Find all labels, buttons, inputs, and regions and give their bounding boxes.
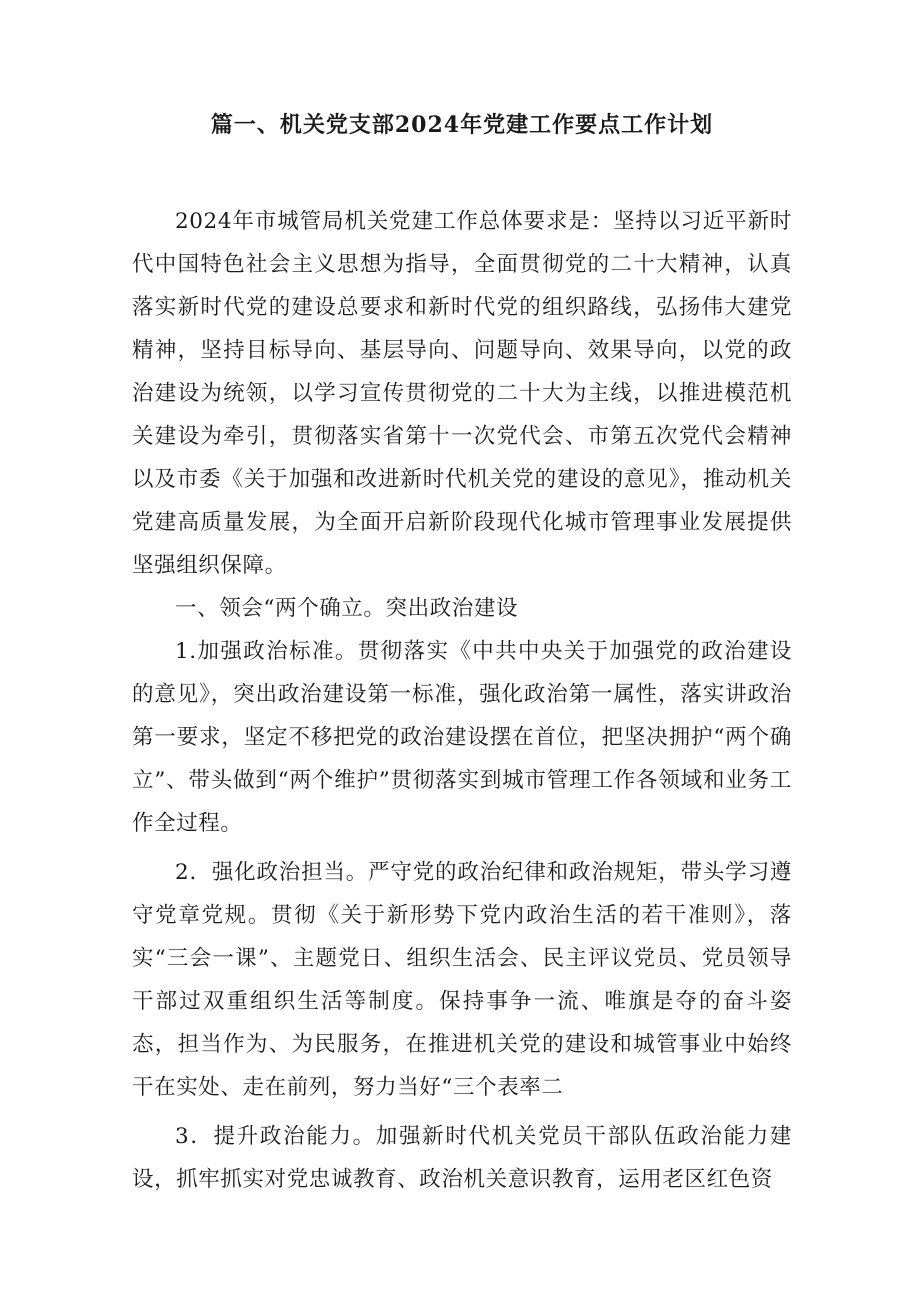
paragraph-item-1: 1.加强政治标准。贯彻落实《中共中央关于加强党的政治建设的意见》，突出政治建设第一标准，强化政治第一属性，落实讲政治第一要求，坚定不移把党的政治建设摆在首位，把坚决拥护“两个确立”、带头做到“两个维护”贯彻落实到城市管理工作各领域和业务工作全过程。 — [132, 639, 792, 836]
paragraph-item-2: 2．强化政治担当。严守党的政治纪律和政治规矩，带头学习遵守党章党规。贯彻《关于新形势下党内政治生活的若干准则》，落实“三会一课”、主题党日、组织生活会、民主评议党员、党员领导干部过双重组织生活等制度。保持事争一流、唯旗是夺的奋斗姿态，担当作为、为民服务，在推进机关党的建设和城管事业中始终干在实处、走在前列，努力当好“三个表率二 — [132, 860, 792, 1100]
section-heading-1: 一、领会“两个确立。突出政治建设 — [175, 596, 519, 621]
document-title: 篇一、机关党支部2024年党建工作要点工作计划 — [210, 112, 714, 138]
paragraph-item-3: 3．提升政治能力。加强新时代机关党员干部队伍政治能力建设，抓牢抓实对党忠诚教育、政治机关意识教育，运用老区红色资 — [132, 1124, 792, 1192]
paragraph-overview: 2024年市城管局机关党建工作总体要求是：坚持以习近平新时代中国特色社会主义思想为指导，全面贯彻党的二十大精神，认真落实新时代党的建设总要求和新时代党的组织路线，弘扬伟大建党精神，坚持目标导向、基层导向、问题导向、效果导向，以党的政治建设为统领，以学习宣传贯彻党的二十大为主线，以推进模范机关建设为牵引，贯彻落实省第十一次党代会、市第五次党代会精神以及市委《关于加强和改进新时代机关党的建设的意见》，推动机关党建高质量发展，为全面开启新阶段现代化城市管理事业发展提供坚强组织保障。 — [132, 209, 792, 578]
